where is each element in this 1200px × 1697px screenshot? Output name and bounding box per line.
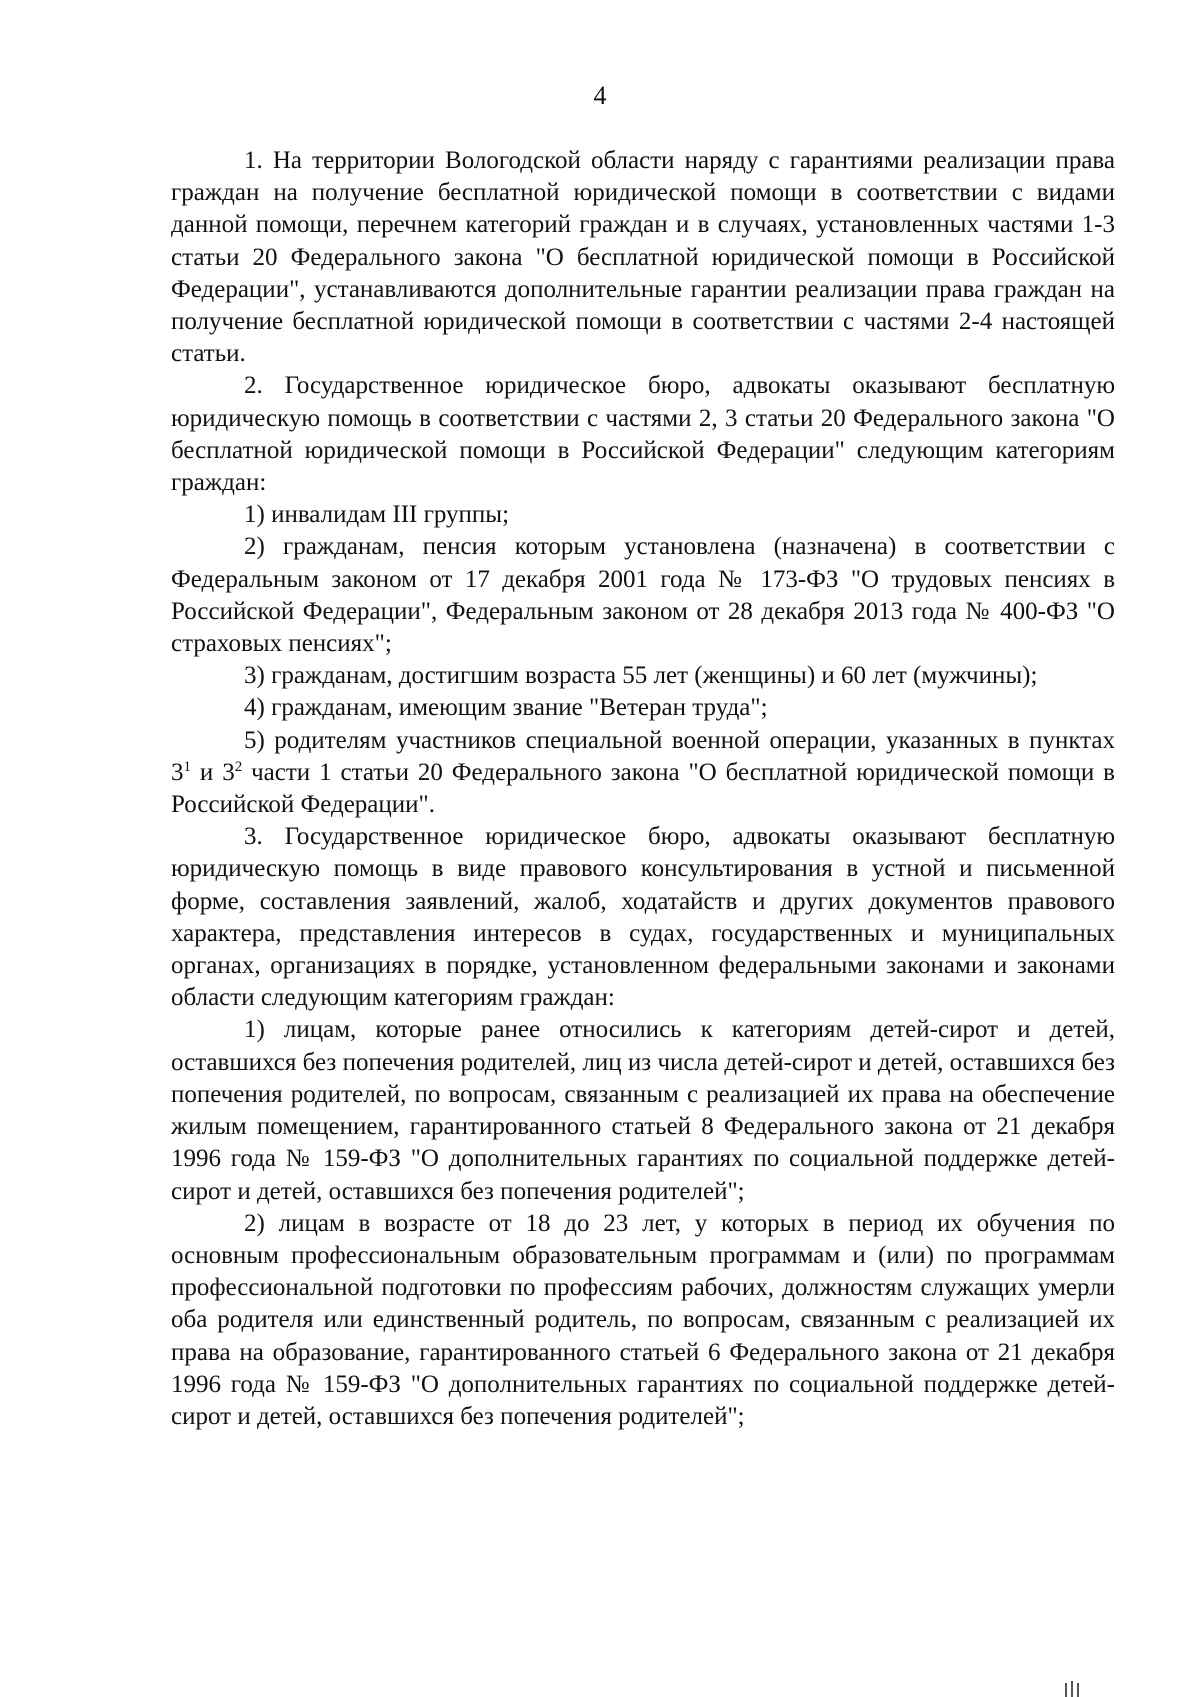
list-item-3-1: 1) лицам, которые ранее относились к категориям детей-сирот и детей, оставшихся без попечения родителей, лиц из числа детей-сирот и детей, оставшихся без попечения родителей, по вопросам, связанным с реализацией их права на обеспечение жилым помещением, гарантированного статьей 8 Федерального закона от 21 декабря 1996 года № 159-ФЗ "О дополнительных гарантиях по социальной поддержке детей-сирот и детей, оставшихся без попечения родителей"; — [171, 1016, 1115, 1205]
page-number: 4 — [593, 81, 607, 110]
paragraph-3: 3. Государственное юридическое бюро, адвокаты оказывают бесплатную юридическую помощь в виде правового консультирования в устной и письменной форме, составления заявлений, жалоб, ходатайств и других документов правового характера, представления интересов в судах, государственных и муниципальных органах, организациях в порядке, установленном федеральными законами и законами области следующим категориям граждан: — [171, 823, 1115, 1012]
superscript-1: 1 — [183, 758, 191, 775]
list-item-2-2: 2) гражданам, пенсия которым установлена (назначена) в соответствии с Федеральным законом от 17 декабря 2001 года № 173-ФЗ "О трудовых пенсиях в Российской Федерации", Федеральным законом от 28 декабря 2013 года № 400-ФЗ "О страховых пенсиях"; — [171, 533, 1115, 658]
item5-text-c: части 1 статьи 20 Федерального закона "О бесплатной юридической помощи в Российской Федерации". — [171, 758, 1115, 819]
paragraph-2: 2. Государственное юридическое бюро, адвокаты оказывают бесплатную юридическую помощь в соответствии с частями 2, 3 статьи 20 Федерального закона "О бесплатной юридической помощи в Российской Федерации" следующим категориям граждан: — [171, 372, 1115, 497]
list-item-2-5 — [171, 725, 1115, 822]
scan-mark — [1065, 1683, 1067, 1697]
scan-mark — [1077, 1683, 1079, 1697]
superscript-2: 2 — [234, 758, 243, 775]
item5-text-a: 5) родителям участников специальной военной операции, указанных в пунктах 3 — [171, 726, 1115, 786]
item5-text-b: и 3 — [191, 758, 235, 786]
paragraph-1: 1. На территории Вологодской области наряду с гарантиями реализации права граждан на получение бесплатной юридической помощи в соответствии с видами данной помощи, перечнем категорий граждан и в случаях, установленных частями 1-3 статьи 20 Федерального закона "О бесплатной юридической помощи в Российской Федерации", устанавливаются дополнительные гарантии реализации права граждан на получение бесплатной юридической помощи в соответствии с частями 2-4 настоящей статьи. — [171, 147, 1115, 368]
scan-mark — [1071, 1681, 1073, 1697]
document-body — [171, 145, 1115, 1433]
list-item-3-2: 2) лицам в возрасте от 18 до 23 лет, у которых в период их обучения по основным профессиональным образовательным программам и (или) по программам профессиональной подготовки по профессиям рабочих, должностям служащих умерли оба родителя или единственный родитель, по вопросам, связанным с реализацией их права на образование, гарантированного статьей 6 Федерального закона от 21 декабря 1996 года № 159-ФЗ "О дополнительных гарантиях по социальной поддержке детей-сирот и детей, оставшихся без попечения родителей"; — [171, 1209, 1115, 1430]
list-item-2-3: 3) гражданам, достигшим возраста 55 лет (женщины) и 60 лет (мужчины); — [244, 662, 1038, 690]
list-item-2-1: 1) инвалидам III группы; — [244, 501, 510, 529]
list-item-2-4: 4) гражданам, имеющим звание "Ветеран труда"; — [244, 694, 768, 722]
